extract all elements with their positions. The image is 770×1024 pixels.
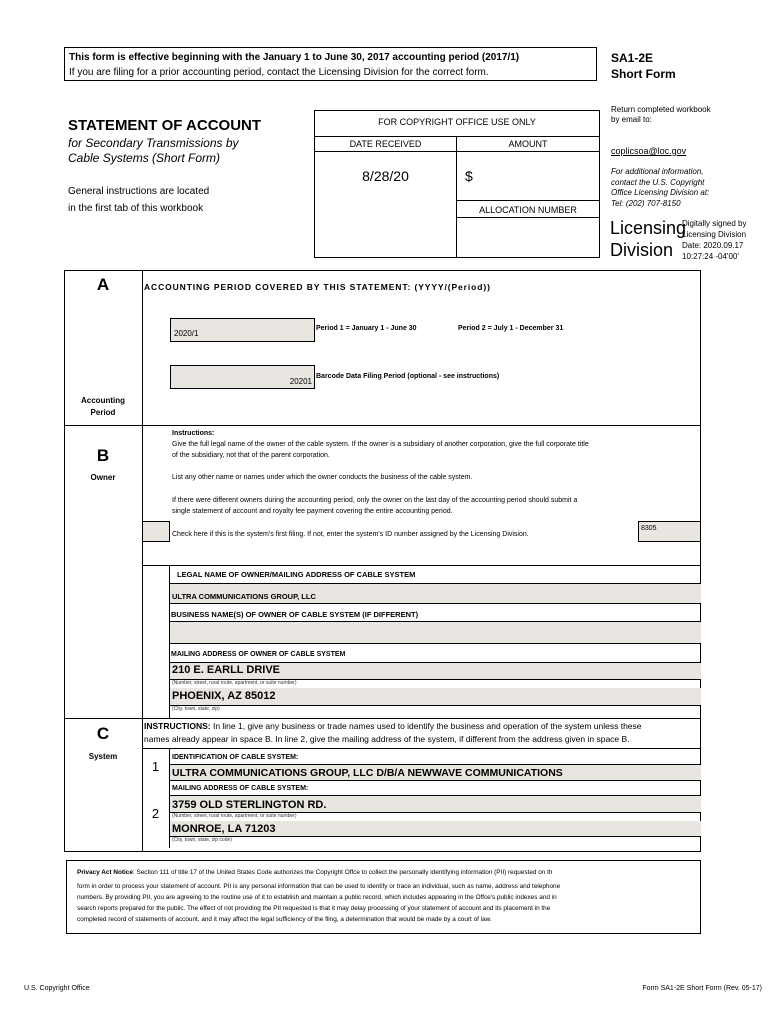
signature-name-1: Licensing (610, 218, 687, 238)
accounting-period-value: 2020/1 (174, 329, 199, 338)
business-name-field[interactable] (170, 622, 701, 644)
subtitle-line-2: Cable Systems (Short Form) (68, 151, 221, 165)
owner-mailing-label: MAILING ADDRESS OF OWNER OF CABLE SYSTEM (171, 651, 346, 658)
owner-street-value: 210 E. EARLL DRIVE (172, 664, 280, 676)
barcode-period-label: Barcode Data Filing Period (optional - see instructions) (316, 373, 500, 380)
footer-right: Form SA1-2E Short Form (Rev. 05-17) (642, 985, 762, 992)
amount-label: AMOUNT (508, 139, 548, 149)
signature-detail-1: Digitally signed by (682, 219, 747, 228)
signature-detail-2: Licensing Division (682, 230, 747, 239)
currency-symbol: $ (465, 168, 473, 184)
return-text: Return completed workbook by email to: (611, 105, 711, 124)
period-1-label: Period 1 = January 1 - June 30 (316, 325, 417, 332)
form-code: SA1-2E (611, 51, 654, 65)
privacy-line-4: search reports prepared for the public. The effect of not providing the PII requested is that it may delay processing of your statement of account and its placement in the (77, 905, 551, 912)
signature-detail-4: 10:27:24 -04'00' (682, 252, 739, 261)
privacy-line-1 (77, 869, 552, 876)
privacy-line-3: numbers. By providing PII, you are agreeing to the routine use of it to establish and maintain a public record, which includes appearing in the Offce's public indexes and in (77, 894, 557, 901)
period-2-label: Period 2 = July 1 - December 31 (458, 325, 564, 332)
barcode-period-value: 20201 (289, 377, 312, 386)
owner-street-field[interactable] (170, 663, 701, 679)
section-b-side-label: Owner (90, 473, 116, 482)
system-name-value: ULTRA COMMUNICATIONS GROUP, LLC D/B/A NEWWAVE COMMUNICATIONS (172, 767, 563, 779)
barcode-period-field[interactable] (170, 365, 315, 389)
owner-city-value: PHOENIX, AZ 85012 (172, 690, 276, 702)
date-received-value: 8/28/20 (362, 168, 409, 184)
section-a-side-label-1: Accounting (81, 396, 125, 405)
legal-name-label: LEGAL NAME OF OWNER/MAILING ADDRESS OF CABLE SYSTEM (177, 570, 416, 579)
system-line-1-number: 1 (151, 759, 160, 774)
system-city-hint: (City, town, state, zip code) (172, 837, 232, 843)
first-filing-label: Check here if this is the system's first filing. If not, enter the system's ID number assigned by the Licensing Division. (172, 531, 529, 538)
business-name-label: BUSINESS NAME(S) OF OWNER OF CABLE SYSTEM (IF DIFFERENT) (171, 610, 419, 619)
system-street-hint: (Number, street, rural route, apartment, or suite number) (172, 813, 297, 819)
section-b-letter: B (96, 446, 110, 465)
owner-city-field[interactable] (170, 688, 701, 705)
system-id-label: IDENTIFICATION OF CABLE SYSTEM: (172, 754, 299, 761)
signature-name-2: Division (610, 240, 674, 260)
system-street-value: 3759 OLD STERLINGTON RD. (172, 799, 327, 811)
system-instructions-bold: INSTRUCTIONS: (144, 721, 211, 731)
date-received-label: DATE RECEIVED (349, 139, 422, 149)
general-instructions-1: General instructions are located (68, 186, 210, 197)
system-mailing-label: MAILING ADDRESS OF CABLE SYSTEM: (172, 785, 309, 792)
section-a-side-label-2: Period (90, 408, 116, 417)
system-line-2-number: 2 (151, 806, 160, 821)
legal-name-value: ULTRA COMMUNICATIONS GROUP, LLC (172, 592, 316, 601)
accounting-period-field[interactable] (170, 318, 315, 342)
footer-left: U.S. Copyright Office (24, 985, 90, 992)
effective-notice (64, 47, 597, 81)
email-link[interactable]: coplicsoa@loc.gov (611, 146, 687, 156)
section-a-heading: ACCOUNTING PERIOD COVERED BY THIS STATEMENT: (YYYY/(Period)) (144, 282, 491, 292)
section-c-letter: C (96, 724, 110, 743)
legal-name-field[interactable] (170, 584, 701, 604)
privacy-bold: Privacy Act Notice (77, 869, 133, 876)
subtitle-line-1: for Secondary Transmissions by (68, 136, 239, 150)
form-name: Short Form (611, 67, 676, 81)
owner-instructions-title: Instructions: (172, 430, 215, 437)
system-id-value: 8305 (641, 525, 657, 532)
section-a-letter: A (96, 275, 110, 294)
privacy-line-1-text: : Section 111 of title 17 of the United States Code authorizes the Copyright Offce to collect the personally identifying information (PII) requested on th (132, 869, 553, 876)
privacy-act-notice (66, 860, 701, 934)
owner-street-hint: (Number, street, rural route, apartment, or suite number) (172, 680, 297, 686)
general-instructions-2: in the first tab of this workbook (68, 203, 204, 214)
privacy-line-2: form in order to process your statement of account. PII is any personal information that can be used to identify or trace an individual, such as name, address and telephone (77, 883, 561, 890)
system-instructions-line-1 (144, 721, 642, 731)
section-c-side-label: System (88, 752, 118, 761)
system-instructions-line-2: names already appear in space B. In line 2, give the mailing address of the system, if different from the address given in space B. (144, 734, 630, 744)
owner-instructions-3b: single statement of account and royalty fee payment covering the entire accounting period. (172, 508, 453, 515)
system-name-field[interactable] (170, 765, 701, 781)
additional-info: For additional information, contact the U.S. Copyright Office Licensing Division at: Tel: (202) 707-8150 (611, 167, 710, 208)
owner-instructions-3a: If there were different owners during the accounting period, only the owner on the last day of the accounting period should submit a (172, 497, 578, 504)
system-id-field[interactable] (638, 521, 701, 542)
first-filing-checkbox[interactable] (142, 521, 170, 542)
system-city-value: MONROE, LA 71203 (172, 823, 276, 835)
page-title: STATEMENT OF ACCOUNT (68, 117, 262, 134)
signature-detail-3: Date: 2020.09.17 (682, 241, 744, 250)
allocation-number-label: ALLOCATION NUMBER (479, 205, 577, 215)
office-use-heading: FOR COPYRIGHT OFFICE USE ONLY (378, 117, 536, 127)
notice-line-1: This form is effective beginning with the January 1 to June 30, 2017 accounting period (2017/1) (69, 52, 520, 63)
owner-instructions-2: List any other name or names under which the owner conducts the business of the cable system. (172, 474, 473, 481)
office-use-box (314, 110, 600, 258)
owner-city-hint: (City, town, state, zip) (172, 706, 220, 712)
notice-line-2: If you are filing for a prior accounting period, contact the Licensing Division for the correct form. (69, 67, 489, 78)
owner-instructions-1b: of the subsidiary, not that of the parent corporation. (172, 452, 330, 459)
system-city-field[interactable] (170, 821, 701, 836)
privacy-line-5: completed record of statements of account, and it may affect the legal sufficiency of the fling, a determination that would be made by a court of law. (77, 916, 492, 923)
system-street-field[interactable] (170, 796, 701, 812)
owner-instructions-1a: Give the full legal name of the owner of the cable system. If the owner is a subsidiary of another corporation, give the full corporate title (172, 441, 589, 448)
system-instructions-rest: In line 1, give any business or trade names used to identify the business and operation of the system unless these (210, 721, 642, 731)
